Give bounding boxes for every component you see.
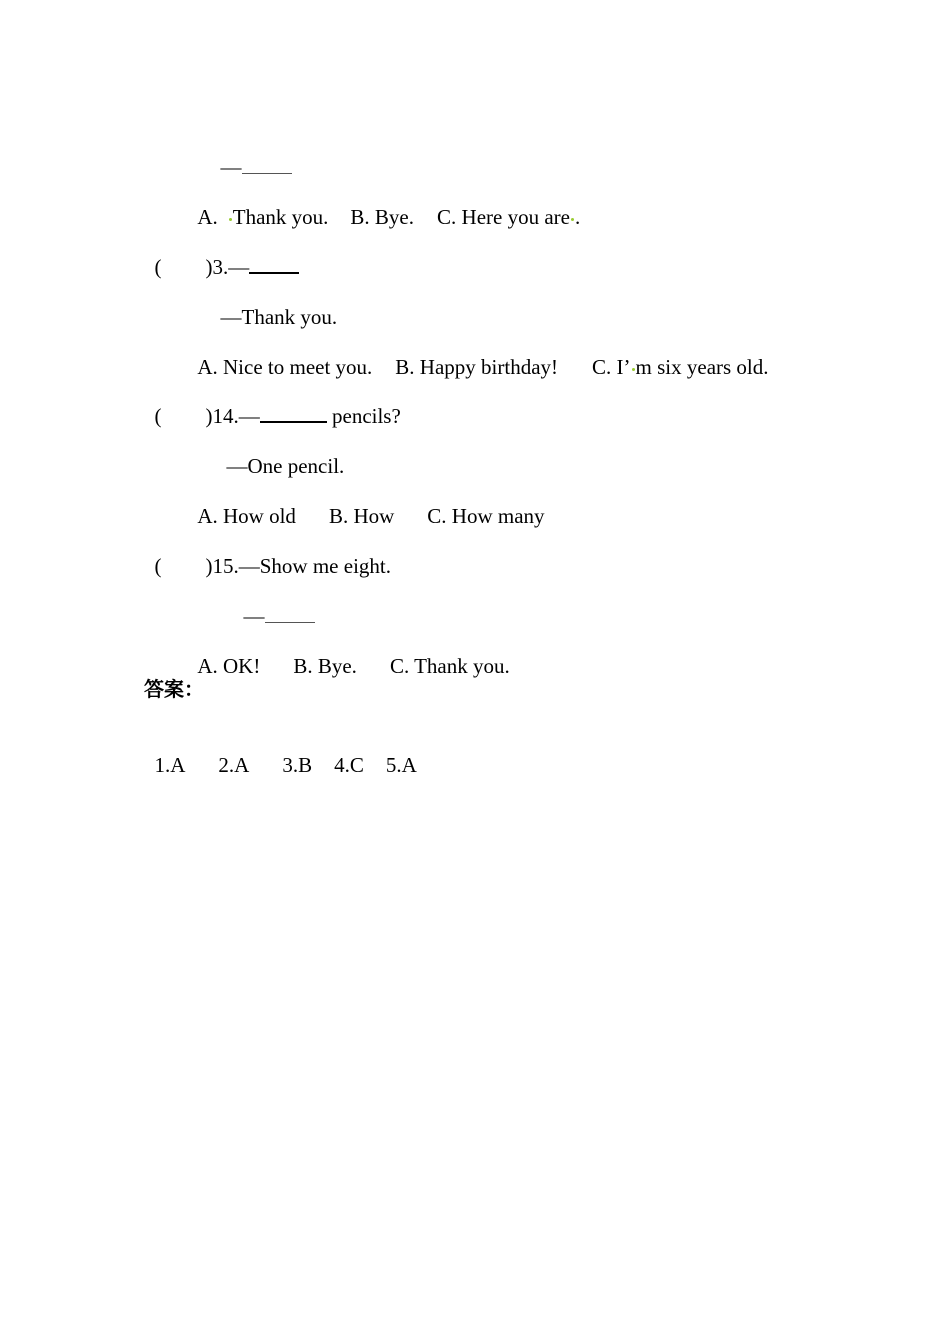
q2-option-a: Thank you. (232, 205, 329, 229)
q15-reply-line (233, 577, 315, 629)
marker-dot (571, 218, 574, 221)
answer-item: 3.B (282, 753, 313, 777)
q2-option-c-period: . (574, 205, 581, 229)
q14-option-a: A. How old (197, 504, 296, 528)
q3-prompt-line (144, 228, 299, 280)
q3-answer-paren: ( (154, 255, 162, 279)
answer-item: 1.A (154, 753, 186, 777)
q14-number: )14.— (205, 404, 260, 428)
q2-answer-blank (242, 159, 292, 174)
answers-list (144, 726, 417, 778)
q15-option-a: A. OK! (197, 654, 261, 678)
q15-prompt-line (144, 527, 391, 579)
q14-prompt-line (144, 377, 401, 429)
q14-option-c: C. How many (427, 504, 545, 528)
q14-answer-paren: ( (154, 404, 162, 428)
q3-option-c-end: m six years old. (635, 355, 769, 379)
q15-options (188, 627, 510, 679)
q15-option-b: B. Bye. (293, 654, 357, 678)
answers-heading: 答案： (144, 677, 204, 701)
q2-option-c: C. Here you are (437, 205, 570, 229)
q14-options (188, 477, 545, 529)
q3-number: )3.— (205, 255, 250, 279)
q14-option-b: B. How (328, 504, 395, 528)
q15-answer-paren: ( (154, 554, 162, 578)
q14-blank (260, 405, 327, 423)
q2-option-b: B. Bye. (350, 205, 415, 229)
q3-reply: —Thank you. (220, 305, 338, 329)
q14-reply-line (216, 427, 344, 479)
q14-reply: —One pencil. (226, 454, 345, 478)
q2-reply-line (210, 128, 292, 180)
q15-answer-blank (265, 608, 315, 623)
q3-option-c-start: C. I’ (592, 355, 631, 379)
answer-item: 4.C (334, 753, 364, 777)
q14-prompt-tail: pencils? (326, 404, 401, 428)
q2-option-a-label: A. (197, 205, 218, 229)
q3-options (188, 328, 769, 380)
marker-dot (229, 218, 232, 221)
q3-blank (249, 256, 299, 274)
q15-option-c: C. Thank you. (389, 654, 510, 678)
answer-item: 2.A (218, 753, 250, 777)
q3-option-a: A. Nice to meet you. (197, 355, 373, 379)
q3-reply-line (210, 278, 337, 330)
marker-dot (632, 368, 635, 371)
answer-item: 5.A (385, 753, 417, 777)
q2-options (188, 178, 580, 230)
q15-number: )15.—Show me eight. (205, 554, 391, 578)
q15-dash: — (243, 604, 265, 628)
q3-option-b: B. Happy birthday! (395, 355, 559, 379)
q2-dash: — (220, 155, 242, 179)
